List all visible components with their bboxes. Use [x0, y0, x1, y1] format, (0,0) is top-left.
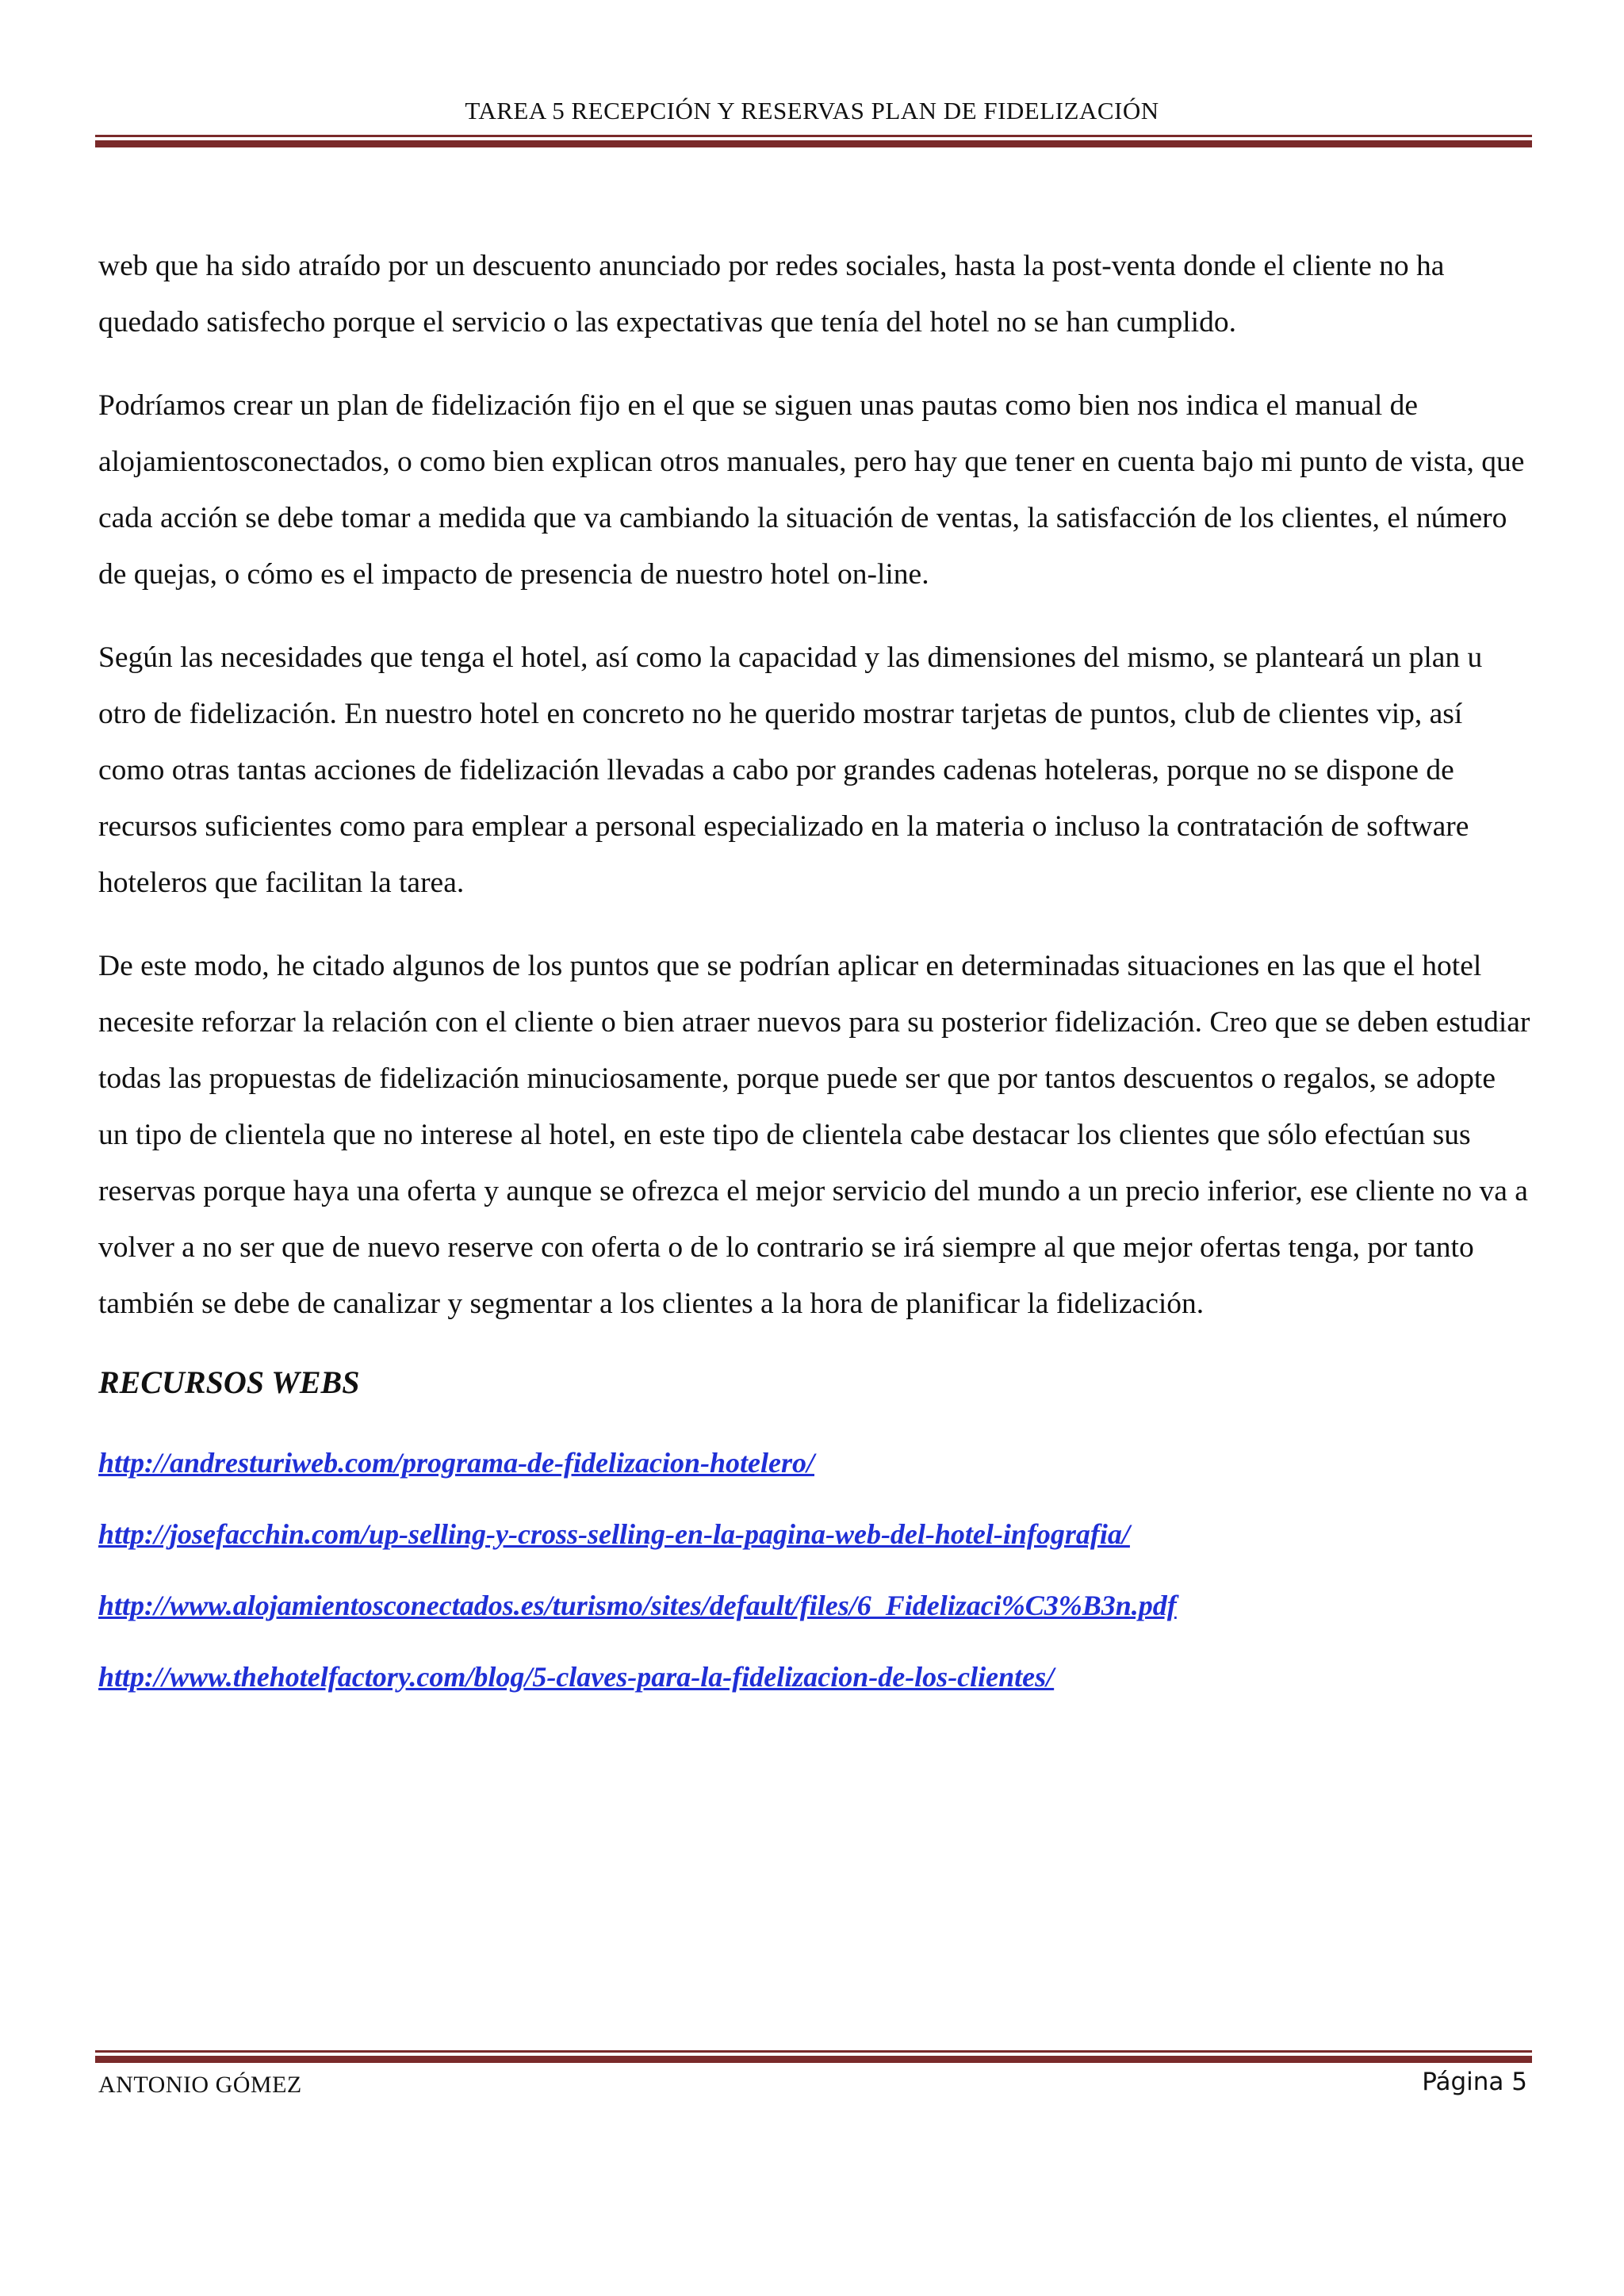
section-heading-recursos-webs: RECURSOS WEBS — [98, 1364, 360, 1400]
page-header-title: TAREA 5 RECEPCIÓN Y RESERVAS PLAN DE FIDELIZACIÓN — [465, 97, 1159, 124]
footer-page-number: Página 5 — [1422, 2068, 1527, 2096]
body-paragraph: web que ha sido atraído por un descuento anunciado por redes sociales, hasta la post-venta donde el cliente no ha quedado satisfecho porque el servicio o las expectativas que tenía del hotel no se han cumplido. — [98, 250, 1445, 339]
body-paragraph: De este modo, he citado algunos de los puntos que se podrían aplicar en determinadas situaciones en las que el hotel necesite reforzar la relación con el cliente o bien atraer nuevos para su posterior fidelización. Creo que se deben estudiar todas las propuestas de fidelización minuciosamente, porque puede ser que por tantos descuentos o regalos, se adopte un tipo de clientela que no interese al hotel, en este tipo de clientela cabe destacar los clientes que sólo efectúan sus reservas porque haya una oferta y aunque se ofrezca el mejor servicio del mundo a un precio inferior, ese cliente no va a volver a no ser que de nuevo reserve con oferta o de lo contrario se irá siempre al que mejor ofertas tenga, por tanto también se debe de canalizar y segmentar a los clientes a la hora de planificar la fidelización. — [98, 950, 1530, 1320]
resource-link[interactable]: http://andresturiweb.com/programa-de-fidelizacion-hotelero/ — [98, 1447, 814, 1479]
body-paragraph: Según las necesidades que tenga el hotel, así como la capacidad y las dimensiones del mismo, se planteará un plan u otro de fidelización. En nuestro hotel en concreto no he querido mostrar tarjetas de puntos, club de clientes vip, así como otras tantas acciones de fidelización llevadas a cabo por grandes cadenas hoteleras, porque no se dispone de recursos suficientes como para emplear a personal especializado en la materia o incluso la contratación de software hoteleros que facilitan la tarea. — [98, 641, 1483, 899]
body-paragraph: Podríamos crear un plan de fidelización fijo en el que se siguen unas pautas como bien nos indica el manual de alojamientosconectados, o como bien explican otros manuales, pero hay que tener en cuenta bajo mi punto de vista, que cada acción se debe tomar a medida que va cambiando la situación de ventas, la satisfacción de los clientes, el número de quejas, o cómo es el impacto de presencia de nuestro hotel on-line. — [98, 389, 1525, 591]
resource-link[interactable]: http://www.alojamientosconectados.es/turismo/sites/default/files/6_Fidelizaci%C3%B3n.pdf — [98, 1590, 1177, 1621]
header-divider — [95, 135, 1532, 147]
resource-link[interactable]: http://josefacchin.com/up-selling-y-cross-selling-en-la-pagina-web-del-hotel-infografia/ — [98, 1518, 1130, 1550]
document-body — [98, 238, 1530, 1712]
footer-author: ANTONIO GÓMEZ — [98, 2072, 302, 2098]
footer-divider — [95, 2050, 1532, 2063]
resource-link[interactable]: http://www.thehotelfactory.com/blog/5-claves-para-la-fidelizacion-de-los-clientes/ — [98, 1661, 1055, 1693]
web-resources-list — [98, 1427, 1530, 1712]
